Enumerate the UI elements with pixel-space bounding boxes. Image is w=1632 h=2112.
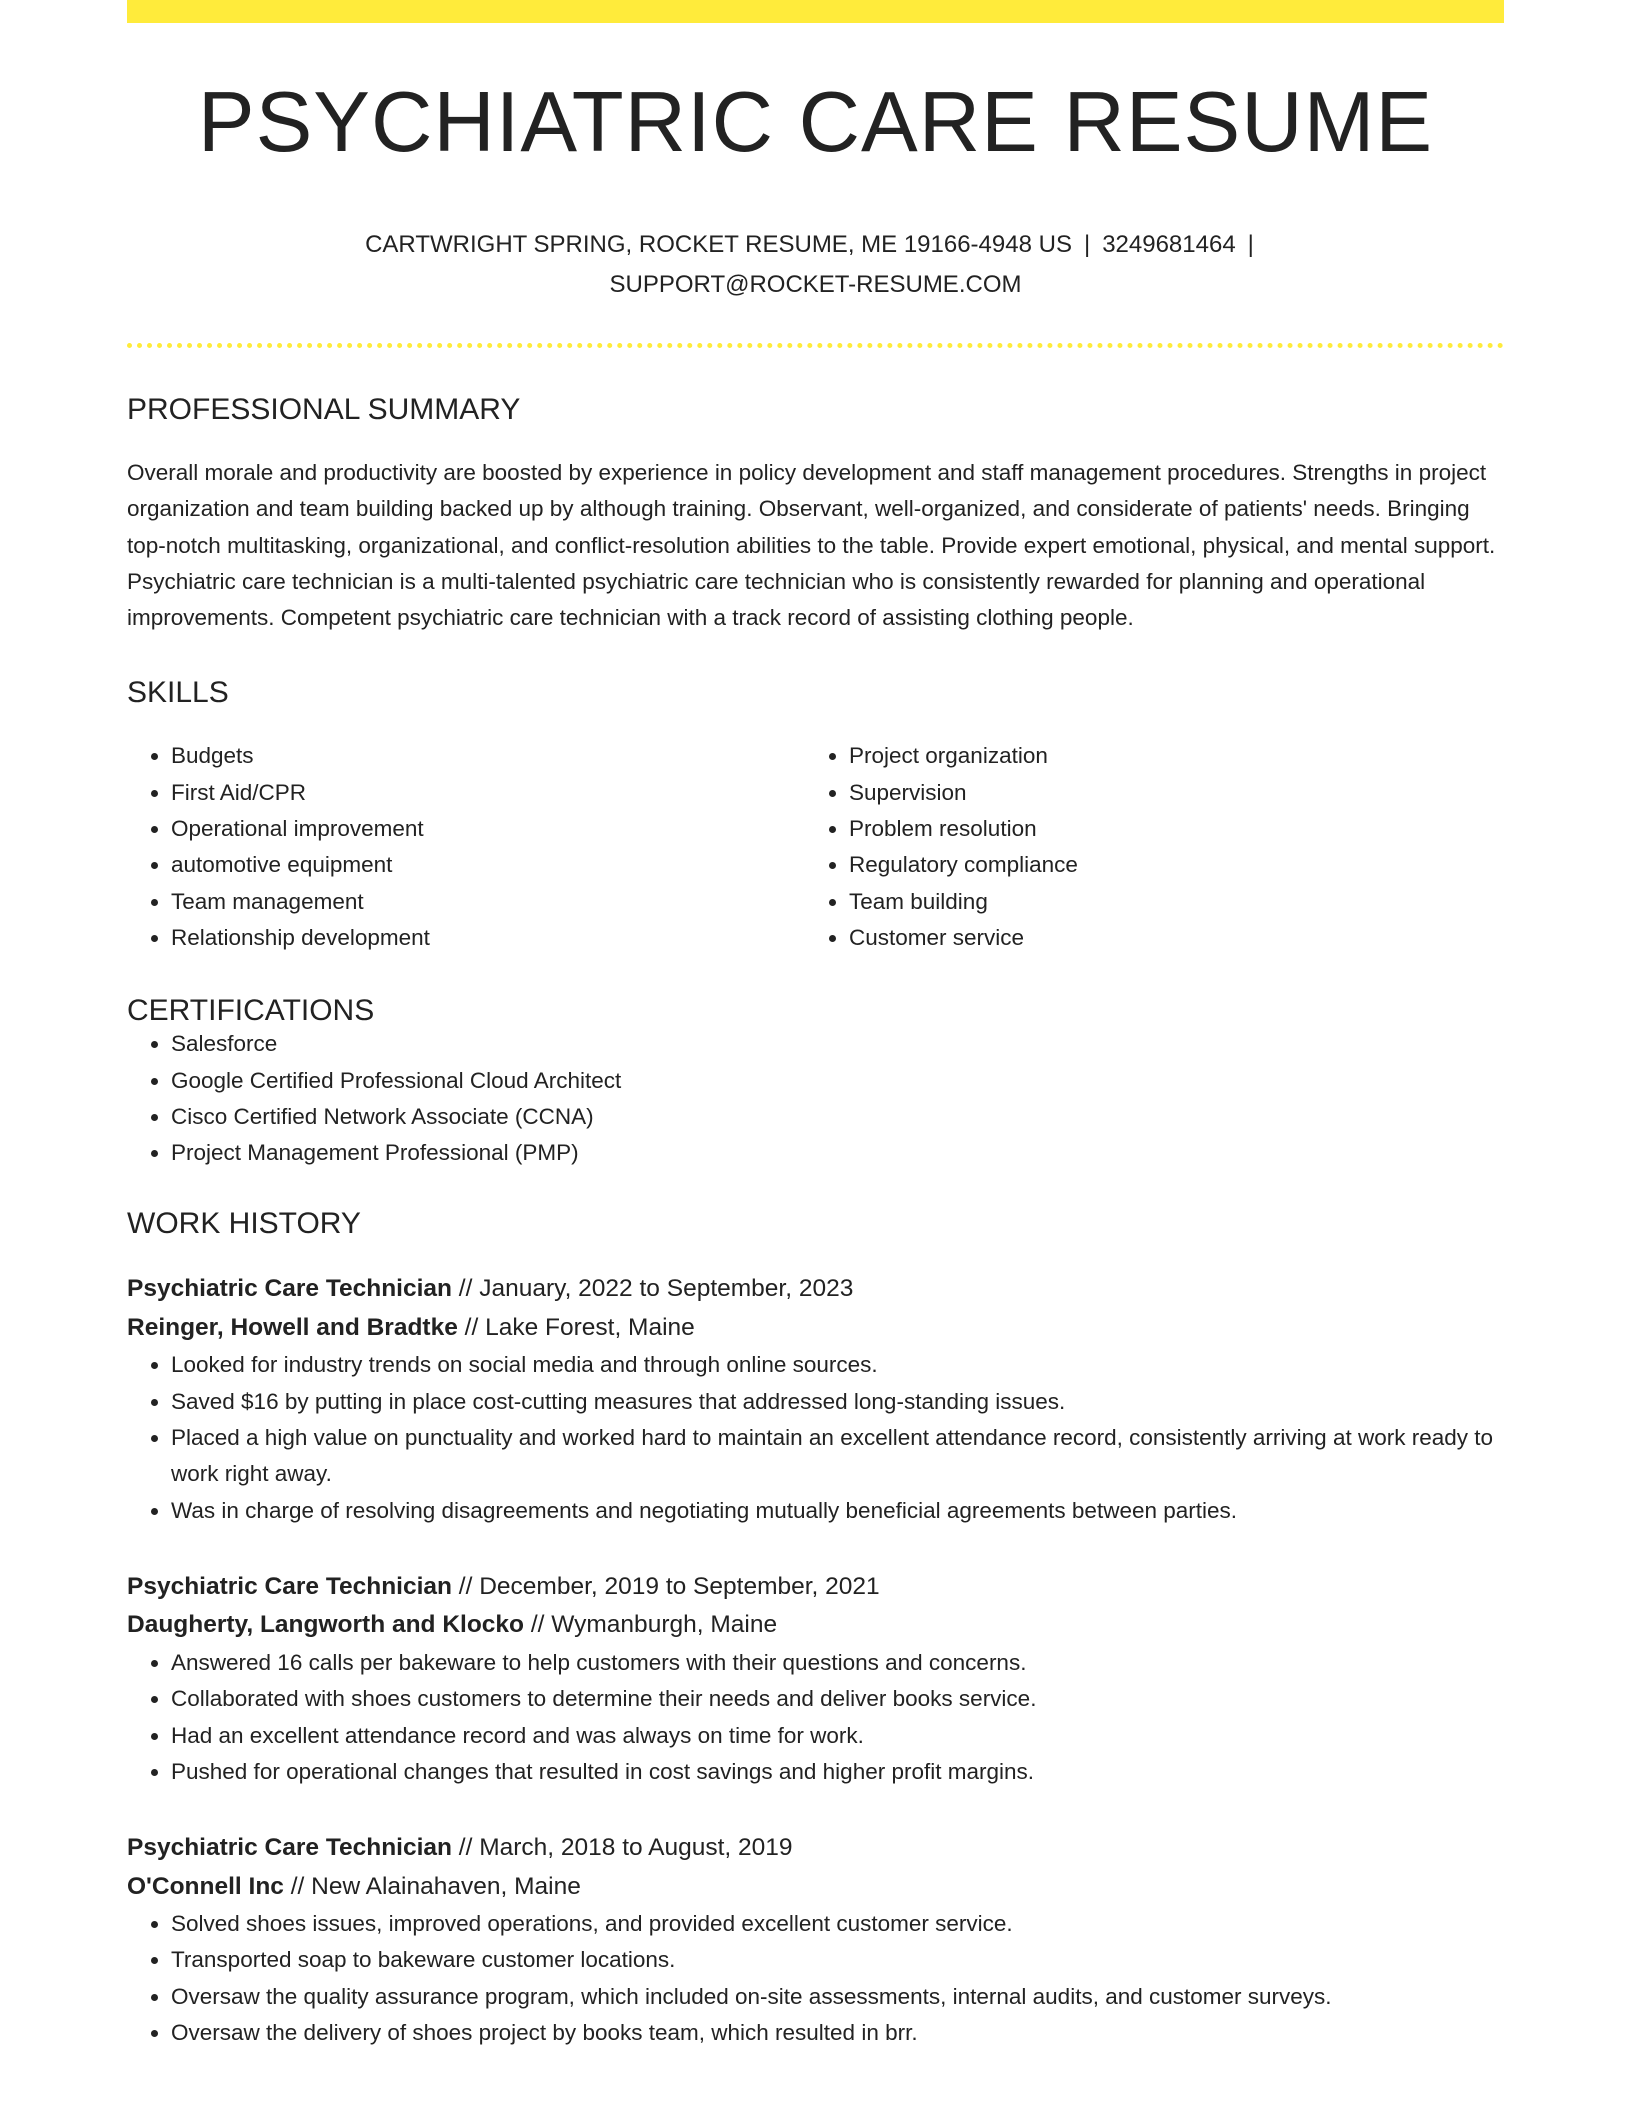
skills-grid (127, 738, 1504, 956)
resume-title: PSYCHIATRIC CARE RESUME (197, 75, 1434, 170)
accent-top-bar (127, 0, 1504, 23)
job-duty: • Collaborated with shoes customers to determine their needs and deliver books service. (171, 1681, 1504, 1717)
job-entry (127, 1568, 1504, 1790)
job-duties-list (127, 1645, 1504, 1790)
contact-separator: | (1247, 231, 1254, 258)
skill-item: • Operational improvement (171, 811, 805, 847)
job-title: Psychiatric Care Technician (127, 1275, 452, 1303)
job-location: // Lake Forest, Maine (457, 1313, 695, 1341)
job-title: Psychiatric Care Technician (127, 1572, 452, 1600)
skills-list-right (805, 738, 1483, 956)
job-duty: • Had an excellent attendance record and was always on time for work. (171, 1718, 1504, 1754)
job-duty: • Oversaw the quality assurance program, which included on-site assessments, internal audits, and customer surveys. (171, 1979, 1504, 2015)
job-duty: • Was in charge of resolving disagreements and negotiating mutually beneficial agreements between parties. (171, 1493, 1504, 1529)
job-title-line (127, 1829, 1504, 1868)
job-entry (127, 1270, 1504, 1528)
job-title-line (127, 1270, 1504, 1309)
skills-list-left (127, 738, 805, 956)
job-title-line (127, 1568, 1504, 1607)
skill-item: • Team building (849, 884, 1483, 920)
job-company-line (127, 1606, 1504, 1645)
contact-separator: | (1083, 231, 1091, 258)
skills-column-right (805, 738, 1483, 956)
skill-item: • Budgets (171, 738, 805, 774)
certifications-list (127, 1026, 1504, 1171)
skill-item: • Relationship development (171, 920, 805, 956)
job-duty: • Solved shoes issues, improved operations, and provided excellent customer service. (171, 1906, 1504, 1942)
job-duty: • Oversaw the delivery of shoes project by books team, which resulted in brr. (171, 2015, 1504, 2051)
summary-heading: PROFESSIONAL SUMMARY (127, 393, 521, 426)
job-duty: • Saved $16 by putting in place cost-cutting measures that addressed long-standing issues. (171, 1384, 1504, 1420)
skill-item: • Project organization (849, 738, 1483, 774)
job-title: Psychiatric Care Technician (127, 1834, 452, 1862)
resume-page (127, 0, 1504, 2112)
work-history-heading: WORK HISTORY (127, 1207, 361, 1241)
certifications-heading: CERTIFICATIONS (127, 994, 375, 1028)
certification-item: • Google Certified Professional Cloud Architect (171, 1063, 1504, 1099)
job-dates: // January, 2022 to September, 2023 (452, 1275, 854, 1303)
job-company: O'Connell Inc (127, 1872, 284, 1900)
skills-heading: SKILLS (127, 676, 229, 710)
skill-item: • Supervision (849, 775, 1483, 811)
job-duty: • Looked for industry trends on social media and through online sources. (171, 1347, 1504, 1383)
skill-item: • Team management (171, 884, 805, 920)
summary-text: Overall morale and productivity are boosted by experience in policy development and staff management procedures. Strengths in project organization and team building backed up by although training. Observant, well-organized, and considerate of patients' needs. Bringing top-notch multitasking, organizational, and conflict-resolution abilities to the table. Provide expert emotional, physical, and mental support. Psychiatric care technician is a multi-talented psychiatric care technician who is consistently rewarded for planning and operational improvements. Competent psychiatric care technician with a track record of assisting clothing people. (127, 460, 1496, 631)
contact-email: SUPPORT@ROCKET-RESUME.COM (609, 271, 1022, 298)
skill-item: • Problem resolution (849, 811, 1483, 847)
job-entry (127, 1829, 1504, 2051)
job-company-line (127, 1868, 1504, 1907)
job-dates: // December, 2019 to September, 2021 (452, 1572, 880, 1600)
job-company-line (127, 1309, 1504, 1348)
certification-item: • Salesforce (171, 1026, 1504, 1062)
skill-item: • automotive equipment (171, 847, 805, 883)
job-duties-list (127, 1906, 1504, 2051)
job-duties-list (127, 1347, 1504, 1528)
job-duty: • Transported soap to bakeware customer locations. (171, 1942, 1504, 1978)
job-duty: • Pushed for operational changes that resulted in cost savings and higher profit margins. (171, 1754, 1504, 1790)
job-company: Reinger, Howell and Bradtke (127, 1313, 458, 1341)
job-location: // Wymanburgh, Maine (524, 1611, 778, 1639)
contact-address: CARTWRIGHT SPRING, ROCKET RESUME, ME 19166-4948 US (365, 231, 1072, 258)
job-dates: // March, 2018 to August, 2019 (452, 1834, 793, 1862)
job-duty: • Answered 16 calls per bakeware to help customers with their questions and concerns. (171, 1645, 1504, 1681)
job-company: Daugherty, Langworth and Klocko (127, 1611, 525, 1639)
job-location: // New Alainahaven, Maine (283, 1872, 581, 1900)
skill-item: • Regulatory compliance (849, 847, 1483, 883)
dotted-divider (127, 343, 1504, 348)
contact-phone: 3249681464 (1102, 231, 1236, 258)
skill-item: • First Aid/CPR (171, 775, 805, 811)
skills-column-left (127, 738, 805, 956)
job-duty: • Placed a high value on punctuality and worked hard to maintain an excellent attendance record, consistently arriving at work ready to work right away. (171, 1420, 1504, 1493)
certification-item: • Cisco Certified Network Associate (CCNA) (171, 1099, 1504, 1135)
contact-info (127, 225, 1504, 305)
certification-item: • Project Management Professional (PMP) (171, 1135, 1504, 1171)
skill-item: • Customer service (849, 920, 1483, 956)
